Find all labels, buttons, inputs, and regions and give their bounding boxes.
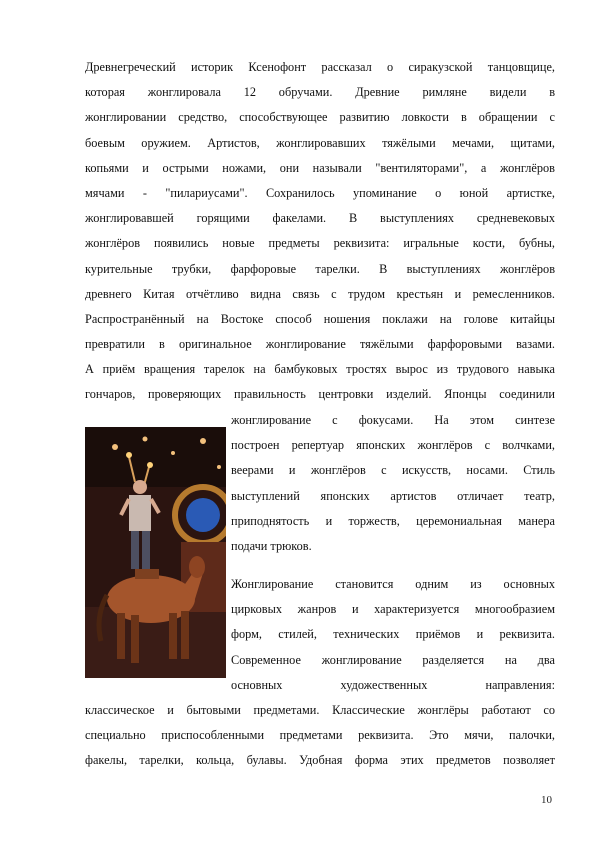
text-line: жонглировании средство, способствующее развитию ловкости в обращении с — [85, 110, 555, 125]
text-line: форм, стилей, технических приёмов и реквизита. — [231, 627, 555, 642]
text-line: факелы, тарелки, кольца, булавы. Удобная форма этих предметов позволяет — [85, 753, 555, 768]
text-line: жонглировавшей горящими факелами. В выступлениях средневековых — [85, 211, 555, 226]
text-line: Распространённый на Востоке способ ношения поклажи на голове китайцы — [85, 311, 555, 326]
text-line: специально приспособленными предметами реквизита. Это мячи, палочки, — [85, 728, 555, 743]
text-line: цирковых жанров и характеризуется многообразием — [231, 602, 555, 617]
text-line: которая жонглировала 12 обручами. Древние римляне видели в — [85, 85, 555, 100]
text-line: Древнегреческий историк Ксенофонт рассказал о сиракузской танцовщице, — [85, 60, 555, 74]
paragraph-history — [85, 55, 555, 408]
text-line: боевым оружием. Артистов, жонглировавших тяжёлыми мечами, щитами, — [85, 135, 555, 150]
text-line: Современное жонглирование разделяется на два — [231, 652, 555, 667]
text-line: жонглёров появились новые предметы реквизита: игральные кости, бубны, — [85, 236, 555, 251]
text-line: веерами и жонглёров с искусств, носами. Стиль — [231, 463, 555, 478]
text-line: мячами - "пилариусами". Сохранилось упоминание о юной артистке, — [85, 185, 555, 200]
text-line: А приём вращения тарелок на бамбуковых тростях вырос из трудового навыка — [85, 362, 555, 377]
paragraph-japan — [231, 408, 555, 559]
paragraph-classic — [85, 698, 555, 774]
text-line: основных художественных направления: — [231, 677, 555, 692]
text-line: классическое и бытовыми предметами. Классические жонглёры работают со — [85, 703, 555, 717]
text-line: гончаров, проверяющих правильность центровки изделий. Японцы соединили — [85, 387, 555, 402]
circus-juggler-photo — [85, 427, 226, 678]
text-line: Жонглирование становится одним из основных — [231, 577, 555, 591]
text-line: выступлений японских артистов отличает театр, — [231, 488, 555, 503]
text-line: приподнятость и торжеств, церемониальная манера — [231, 513, 555, 528]
page-number: 10 — [541, 794, 552, 806]
text-line: жонглирование с фокусами. На этом синтезе — [231, 413, 555, 427]
text-line: построен репертуар японских жонглёров с волчками, — [231, 438, 555, 453]
circus-photo-illustration — [85, 427, 226, 678]
text-line: курительные трубки, фарфоровые тарелки. В выступлениях жонглёров — [85, 261, 555, 276]
paragraph-genres — [231, 572, 555, 698]
text-line: древнего Китая отчётливо видна связь с трудом крестьян и ремесленников. — [85, 286, 555, 301]
text-line: подачи трюков. — [231, 538, 312, 553]
text-line: превратили в оригинальное жонглирование тяжёлыми фарфоровыми вазами. — [85, 337, 555, 352]
text-line: копьями и острыми ножами, они называли "вентиляторами", а жонглёров — [85, 160, 555, 175]
